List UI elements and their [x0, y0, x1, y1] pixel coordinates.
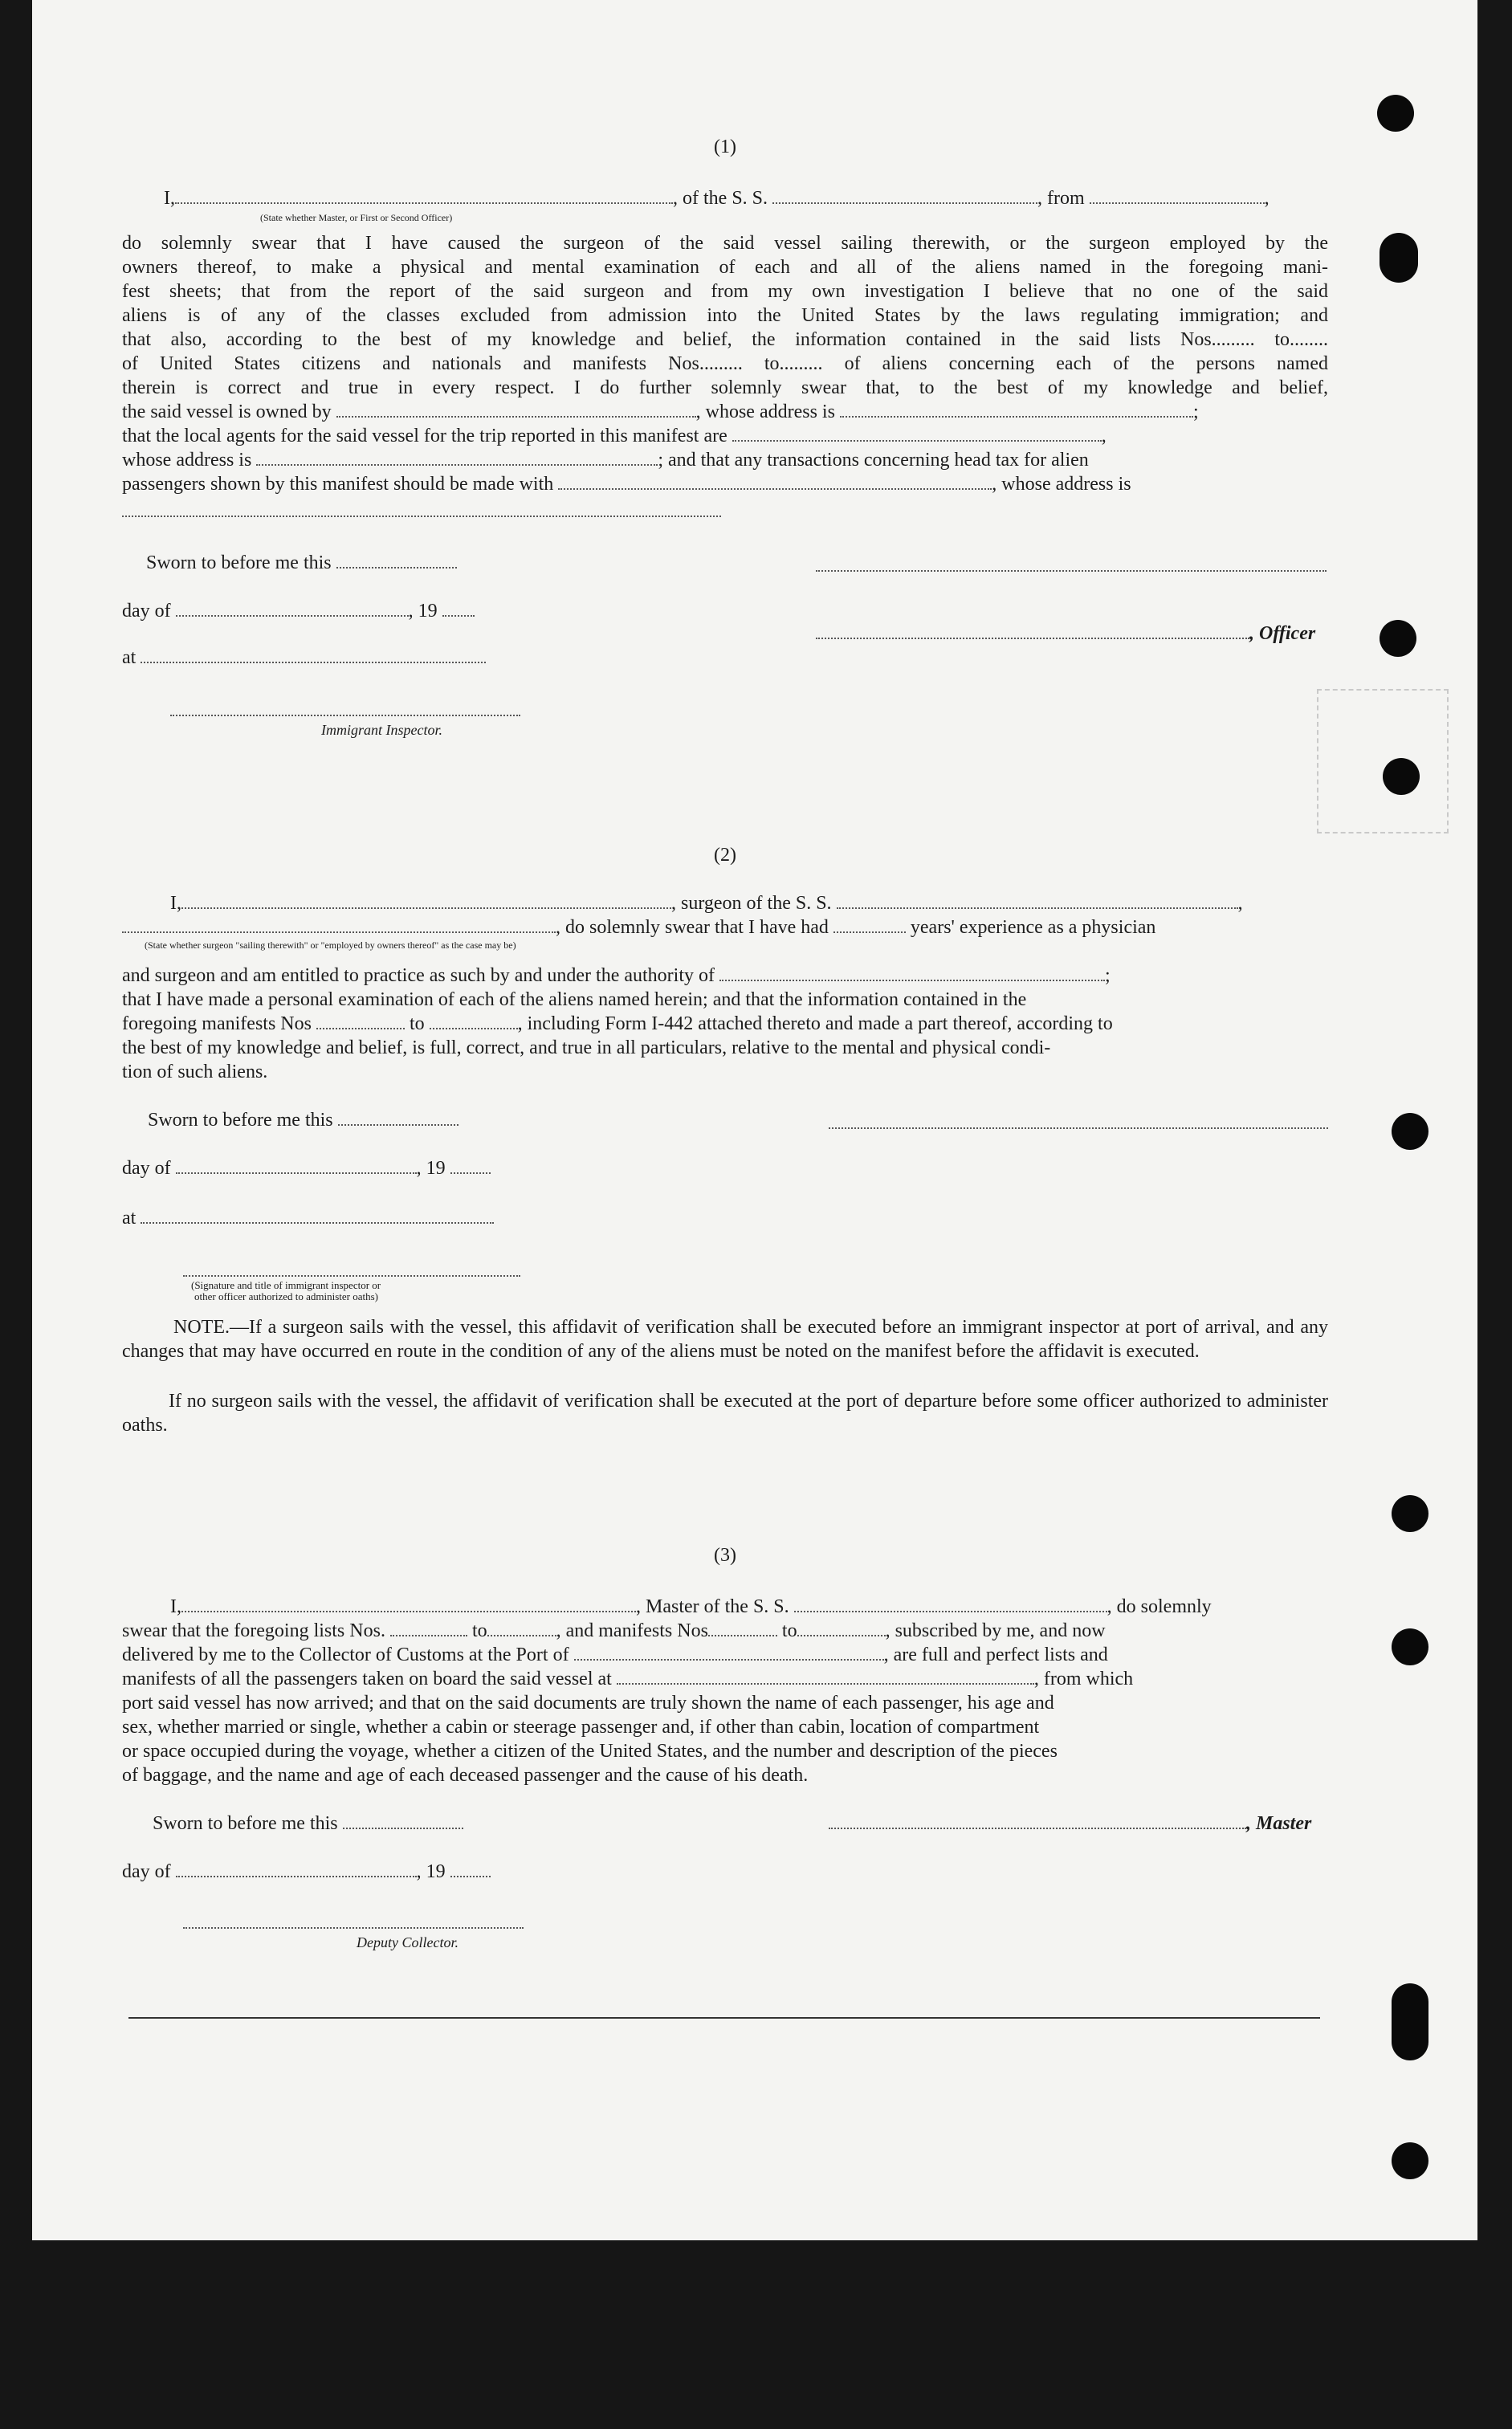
officer-line: , Officer [816, 622, 1315, 646]
sworn-place-field[interactable] [141, 658, 486, 663]
punch-hole [1392, 1113, 1428, 1150]
at-line: at [122, 646, 486, 670]
sworn-line: Sworn to before me this [122, 1812, 463, 1836]
affidavit-section-3 [122, 1543, 1328, 1961]
head-tax-line: passengers shown by this manifest should be made with , whose address is [122, 474, 1131, 495]
passenger-details-line: port said vessel has now arrived; and that on the said documents are truly shown the name of each passenger, his age and [122, 1693, 1054, 1714]
sworn-line: Sworn to before me this [122, 1108, 458, 1132]
agents-line: that the local agents for the said vessel for the trip reported in this manifest are , [122, 426, 1106, 446]
punch-hole [1377, 95, 1414, 132]
manifest-from-field[interactable] [316, 1025, 405, 1029]
owner-line: the said vessel is owned by , whose address is ; [122, 401, 1199, 422]
head-tax-contact-field[interactable] [558, 485, 992, 490]
day-line: day of , 19 [122, 1860, 491, 1884]
punch-hole [1392, 1495, 1428, 1532]
affidavit-section-2 [122, 843, 1328, 1453]
inspector-caption: Immigrant Inspector. [321, 722, 442, 738]
signature-caption: other officer authorized to administer oaths) [194, 1290, 378, 1302]
punch-hole [1392, 2142, 1428, 2179]
departure-port-field[interactable] [1090, 199, 1265, 204]
intro-line: I, , of the S. S. , from , [164, 188, 1270, 209]
bottom-rule [128, 2017, 1320, 2019]
collector-caption: Deputy Collector. [357, 1934, 458, 1950]
officer-name-field[interactable] [175, 199, 673, 204]
licensing-authority-field[interactable] [719, 976, 1105, 981]
punch-hole [1380, 620, 1416, 657]
manifests-to-field[interactable] [797, 1632, 886, 1636]
passenger-details-line: sex, whether married or single, whether a cabin or steerage passenger and, if other than cabin, location of compartment [122, 1717, 1040, 1738]
lists-to-field[interactable] [487, 1632, 556, 1636]
sworn-line: Sworn to before me this [122, 551, 457, 575]
inspector-signature-field[interactable] [170, 715, 520, 716]
owner-address-field[interactable] [840, 413, 1193, 418]
inspector-signature-field[interactable] [183, 1275, 520, 1277]
manifest-to-field[interactable] [430, 1025, 518, 1029]
years-experience-field[interactable] [833, 928, 906, 933]
sworn-month-field[interactable] [176, 612, 409, 617]
master-name-field[interactable] [181, 1608, 636, 1612]
collector-line: delivered by me to the Collector of Customs at the Port of , are full and perfect lists and [122, 1644, 1108, 1665]
vessel-name-field[interactable] [772, 199, 1037, 204]
surgeon-oath-line: , do solemnly swear that I have had years' experience as a physician [122, 915, 1155, 939]
day-line: day of , 19 [122, 599, 475, 623]
at-line: at [122, 1206, 494, 1230]
boarding-port-field[interactable] [617, 1680, 1034, 1685]
manifests-line: foregoing manifests Nos to , including Form I-442 attached thereto and made a part thereof, according to [122, 1013, 1113, 1034]
day-line: day of , 19 [122, 1156, 491, 1180]
sworn-year-field[interactable] [442, 612, 475, 617]
sworn-month-field[interactable] [176, 1873, 417, 1877]
agents-field[interactable] [732, 437, 1102, 442]
authority-line: and surgeon and am entitled to practice as such by and under the authority of ; [122, 965, 1111, 986]
passenger-details-line: of baggage, and the name and age of each deceased passenger and the cause of his death. [122, 1765, 809, 1786]
master-signature-line: , Master [829, 1812, 1311, 1836]
aliens-line: tion of such aliens. [122, 1062, 268, 1082]
agents-address-line: whose address is ; and that any transactions concerning head tax for alien [122, 450, 1089, 471]
master-intro-line: I, , Master of the S. S. , do solemnly [170, 1596, 1212, 1617]
section-number: (1) [714, 137, 736, 157]
sworn-month-field[interactable] [176, 1169, 417, 1174]
sworn-date-field[interactable] [343, 1824, 463, 1829]
field-hint: (State whether surgeon "sailing therewith" or "employed by owners thereof" as the case may be) [145, 939, 516, 951]
master-signature-field[interactable] [829, 1824, 1246, 1829]
boarding-line: manifests of all the passengers taken on board the said vessel at , from which [122, 1669, 1134, 1689]
lists-line: swear that the foregoing lists Nos. to , and manifests Nos to , subscribed by me, and now [122, 1620, 1106, 1641]
officer-signature-field[interactable] [816, 570, 1327, 572]
lists-from-field[interactable] [390, 1632, 467, 1636]
sworn-date-field[interactable] [338, 1121, 458, 1126]
vessel-name-field[interactable] [794, 1608, 1107, 1612]
surgeon-note: NOTE.—If a surgeon sails with the vessel, this affidavit of verification shall be executed before an immigrant inspector at port of arrival, and any changes that may have occurred en route in the condition of any of the aliens must be noted on the manifest before the affidavit is executed. [122, 1317, 1328, 1362]
owner-field[interactable] [336, 413, 696, 418]
officer-title-field[interactable] [816, 634, 1249, 639]
belief-line: the best of my knowledge and belief, is full, correct, and true in all particulars, relative to the mental and physical condi- [122, 1037, 1051, 1058]
faded-stamp [1317, 689, 1449, 833]
vessel-name-field[interactable] [837, 904, 1238, 909]
section-number: (2) [714, 845, 736, 866]
affidavit-section-1 [122, 135, 1328, 745]
signature-caption: (Signature and title of immigrant inspector or [191, 1279, 381, 1291]
collector-signature-field[interactable] [183, 1927, 524, 1929]
manifests-from-field[interactable] [708, 1632, 777, 1636]
arrival-port-field[interactable] [574, 1656, 884, 1661]
agents-address-field[interactable] [256, 461, 658, 466]
sworn-year-field[interactable] [450, 1169, 491, 1174]
surgeon-name-field[interactable] [181, 904, 671, 909]
punch-hole [1392, 1628, 1428, 1665]
sworn-date-field[interactable] [336, 564, 457, 569]
surgeon-intro-line: I, , surgeon of the S. S. , [170, 893, 1243, 914]
surgeon-note-2: If no surgeon sails with the vessel, the affidavit of verification shall be executed at the port of departure before some officer authorized to administer oaths. [122, 1391, 1328, 1436]
head-tax-address-field[interactable] [122, 516, 721, 517]
passenger-details-line: or space occupied during the voyage, whether a citizen of the United States, and the number and description of the pieces [122, 1741, 1058, 1762]
section-number: (3) [714, 1545, 736, 1566]
oath-text: do solemnly swear that I have caused the surgeon of the said vessel sailing therewith, or the surgeon employed by the owners thereof, to make a physical and mental examination of each and all of the aliens named in the foregoing mani- fest sheets; that from the report of the said surgeon and from my own investigation I believe that no one of the said aliens is of any of the classes excluded from admission into the United States by the laws regulating immigration; and that also, according to the best of my knowledge and belief, the information contained in the said lists Nos......... to........ of United States citizens and nationals and manifests Nos......... to......... of aliens concerning each of the persons named therein is correct and true in every respect. I do further solemnly swear that, to the best of my knowledge and belief, [122, 233, 1328, 398]
examination-line: that I have made a personal examination of each of the aliens named herein; and that the information contained in the [122, 989, 1027, 1010]
punch-hole [1380, 233, 1418, 283]
sworn-place-field[interactable] [141, 1219, 494, 1224]
punch-hole [1392, 1983, 1428, 2060]
sworn-year-field[interactable] [450, 1873, 491, 1877]
surgeon-signature-field[interactable] [829, 1127, 1328, 1129]
field-hint: (State whether Master, or First or Second Officer) [260, 212, 453, 223]
surgeon-status-field[interactable] [122, 928, 556, 933]
